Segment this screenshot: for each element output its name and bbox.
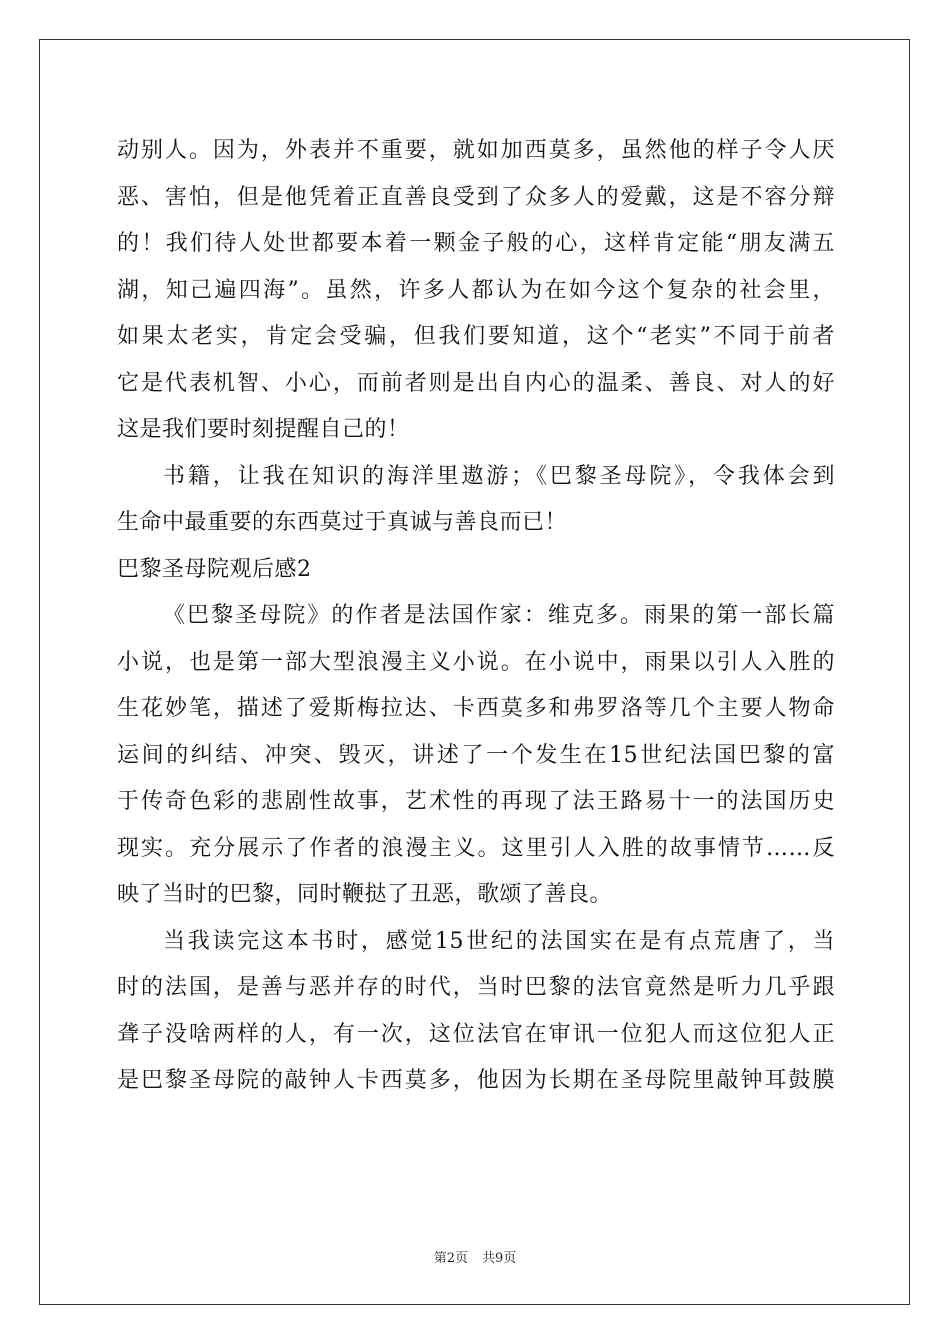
text-line: 是巴黎圣母院的敲钟人卡西莫多，他因为长期在圣母院里敲钟耳鼓膜 xyxy=(117,1068,835,1093)
text-line: 动别人。因为，外表并不重要，就如加西莫多，虽然他的样子令人厌 xyxy=(117,138,835,163)
text-line: 生花妙笔，描述了爱斯梅拉达、卡西莫多和弗罗洛等几个主要人物命 xyxy=(117,696,835,721)
text-line: 生命中最重要的东西莫过于真诚与善良而已！ xyxy=(117,510,568,535)
text-line: 如果太老实，肯定会受骗，但我们要知道，这个“老实”不同于前者 xyxy=(117,324,835,349)
page-number: 第2页 xyxy=(433,1251,468,1266)
paragraph-first-line: 《巴黎圣母院》的作者是法国作家：维克多。雨果的第一部长篇 xyxy=(163,603,835,628)
text-line: 时的法国，是善与恶并存的时代，当时巴黎的法官竟然是听力几乎跟 xyxy=(117,975,835,1000)
text-line: 这是我们要时刻提醒自己的！ xyxy=(117,417,410,442)
text-line: 小说，也是第一部大型浪漫主义小说。在小说中，雨果以引人入胜的 xyxy=(117,649,835,675)
text-line: 它是代表机智、小心，而前者则是出自内心的温柔、善良、对人的好 xyxy=(117,370,835,396)
text-line: 运间的纠结、冲突、毁灭，讲述了一个发生在15世纪法国巴黎的富 xyxy=(117,742,835,768)
text-line: 于传奇色彩的悲剧性故事，艺术性的再现了法王路易十一的法国历史 xyxy=(117,789,835,814)
text-line: 的！我们待人处世都要本着一颗金子般的心，这样肯定能“朋友满五 xyxy=(117,231,835,256)
paragraph-first-line: 书籍，让我在知识的海洋里遨游；《巴黎圣母院》，令我体会到 xyxy=(163,463,835,489)
section-heading: 巴黎圣母院观后感2 xyxy=(117,556,312,582)
text-line: 现实。充分展示了作者的浪漫主义。这里引人入胜的故事情节……反 xyxy=(117,835,835,861)
page-footer xyxy=(0,1247,950,1266)
text-line: 恶、害怕，但是他凭着正直善良受到了众多人的爱戴，这是不容分辩 xyxy=(117,184,835,210)
document-body xyxy=(117,128,835,1105)
paragraph-first-line: 当我读完这本书时，感觉15世纪的法国实在是有点荒唐了，当 xyxy=(163,928,835,954)
text-line: 映了当时的巴黎，同时鞭挞了丑恶，歌颂了善良。 xyxy=(117,882,613,907)
text-line: 聋子没啥两样的人，有一次，这位法官在审讯一位犯人而这位犯人正 xyxy=(117,1021,835,1047)
text-line: 湖，知己遍四海”。虽然，许多人都认为在如今这个复杂的社会里， xyxy=(117,277,835,303)
page-total: 共9页 xyxy=(482,1251,517,1266)
